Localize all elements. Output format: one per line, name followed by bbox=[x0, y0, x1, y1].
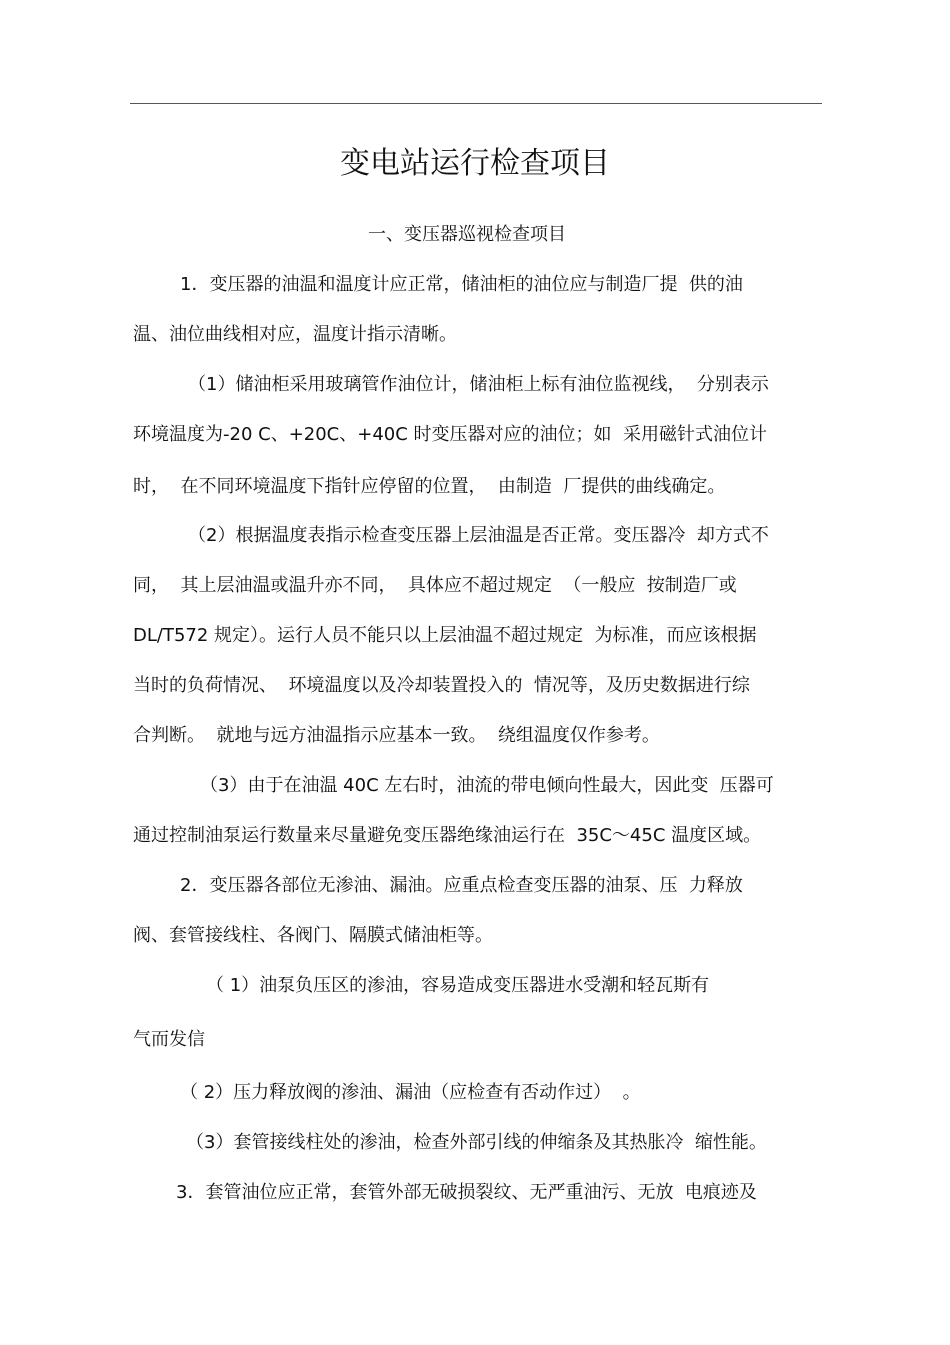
paragraph-line: 3．套管油位应正常，套管外部无破损裂纹、无严重油污、无放 电痕迹及 bbox=[176, 1182, 757, 1203]
paragraph-line: 当时的负荷情况、 环境温度以及冷却装置投入的 情况等，及历史数据进行综 bbox=[133, 675, 750, 696]
paragraph-line: （1）储油柜采用玻璃管作油位计，储油柜上标有油位监视线， 分别表示 bbox=[188, 374, 769, 395]
paragraph-line: 2．变压器各部位无渗油、漏油。应重点检查变压器的油泵、压 力释放 bbox=[180, 875, 743, 896]
paragraph-line: 环境温度为-20 C、+20C、+40C 时变压器对应的油位；如 采用磁针式油位计 bbox=[133, 424, 767, 445]
section-heading: 一、变压器巡视检查项目 bbox=[368, 224, 566, 245]
paragraph-line: 1．变压器的油温和温度计应正常，储油柜的油位应与制造厂提 供的油 bbox=[180, 274, 743, 295]
paragraph-line: （2）根据温度表指示检查变压器上层油温是否正常。变压器冷 却方式不 bbox=[188, 525, 769, 546]
paragraph-line: 阀、套管接线柱、各阀门、隔膜式储油柜等。 bbox=[133, 925, 493, 946]
paragraph-line: （ 2）压力释放阀的渗油、漏油（应检查有否动作过） 。 bbox=[180, 1082, 641, 1103]
paragraph-line: （3）套管接线柱处的渗油，检查外部引线的伸缩条及其热胀冷 缩性能。 bbox=[186, 1132, 767, 1153]
paragraph-line: （3）由于在油温 40C 左右时，油流的带电倾向性最大，因此变 压器可 bbox=[200, 775, 774, 796]
paragraph-line: 同， 其上层油温或温升亦不同， 具体应不超过规定 （一般应 按制造厂或 bbox=[133, 575, 737, 596]
paragraph-line: 合判断。 就地与远方油温指示应基本一致。 绕组温度仅作参考。 bbox=[133, 725, 660, 746]
paragraph-line: （ 1）油泵负压区的渗油，容易造成变压器进水受潮和轻瓦斯有 bbox=[206, 975, 710, 996]
paragraph-line: DL/T572 规定）。运行人员不能只以上层油温不超过规定 为标准，而应该根据 bbox=[133, 625, 757, 646]
header-rule bbox=[130, 103, 822, 104]
paragraph-line: 温、油位曲线相对应，温度计指示清晰。 bbox=[133, 324, 457, 345]
paragraph-line: 气而发信 bbox=[133, 1029, 205, 1050]
page-title: 变电站运行检查项目 bbox=[340, 146, 610, 181]
paragraph-line: 时， 在不同环境温度下指针应停留的位置， 由制造 厂提供的曲线确定。 bbox=[133, 476, 726, 497]
paragraph-line: 通过控制油泵运行数量来尽量避免变压器绝缘油运行在 35C〜45C 温度区域。 bbox=[133, 825, 762, 846]
